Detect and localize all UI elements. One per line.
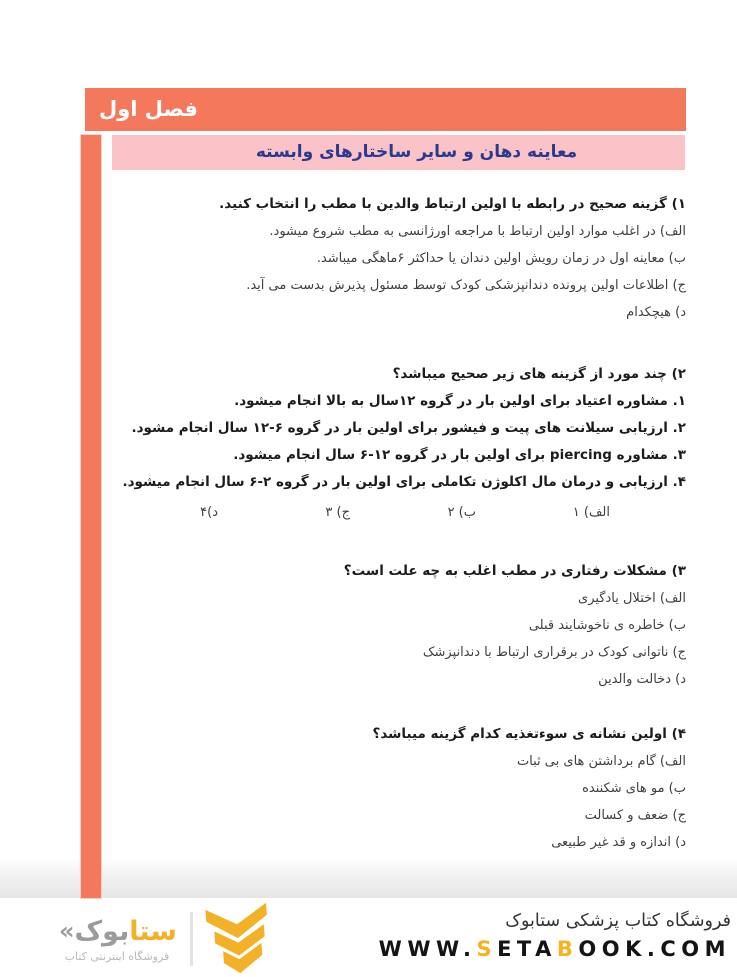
brand-wordmark-start: ستا [129,915,177,947]
chapter-label: فصل اول [99,97,198,121]
guillemet-icon: « [59,916,75,945]
url-part-highlight: B [556,937,579,961]
question-option: د) اندازه و قد غیر طبیعی [551,835,686,850]
question-statement: ۳. مشاوره piercing برای اولین بار در گروه ۱۲-۶ سال انجام میشود. [233,447,686,463]
question-2 [110,361,686,526]
question-option: د) دخالت والدین [598,672,686,687]
question-option: ج) اطلاعات اولین پرونده دندانپزشکی کودک توسط مسئول پذیرش بدست می آید. [246,278,686,293]
url-part: WWW. [378,937,477,961]
section-title-banner [112,135,685,170]
question-stem: ۳) مشکلات رفتاری در مطب اغلب به چه علت است؟ [343,563,686,579]
question-option: ب) مو های شکننده [582,781,686,796]
section-title: معاینه دهان و سایر ساختارهای وابسته [255,142,578,162]
chevron-emblem-icon [204,903,272,975]
question-option: الف) اختلال یادگیری [578,591,686,606]
brand-logo [57,903,272,975]
question-statement: ۲. ارزیابی سیلانت های پیت و فیشور برای اولین بار در گروه ۶-۱۲ سال انجام مشود. [131,420,686,436]
brand-tagline: فروشگاه اینترنتی کتاب [64,949,170,963]
question-option: ج) ناتوانی کودک در برقراری ارتباط با دندانپزشک [422,645,686,660]
question-stem: ۲) چند مورد از گزینه های زیر صحیح میباشد؟ [392,366,686,382]
inline-option: د)۴ [200,505,218,520]
inline-option: الف) ۱ [572,505,610,520]
store-name: فروشگاه کتاب پزشکی ستابوک [505,911,731,931]
url-part: ETA [497,937,557,961]
question-3 [110,558,686,693]
question-4 [110,721,686,856]
store-info [379,908,731,961]
url-part: OOK.COM [578,937,731,961]
inline-option: ب) ۲ [447,505,476,520]
question-statement: ۴. ارزیابی و درمان مال اکلوژن تکاملی برای اولین بار در گروه ۲-۶ سال انجام میشود. [122,474,686,490]
question-option: ب) معاینه اول در زمان رویش اولین دندان یا حداکثر ۶ماهگی میباشد. [316,251,686,266]
question-1 [110,191,686,326]
page-bottom-shadow [0,858,737,898]
brand-wordmark-block [57,916,177,963]
question-stem: ۱) گزینه صحیح در رابطه با اولین ارتباط والدین با مطب را انتخاب کنید. [219,196,686,212]
inline-option: ج) ۳ [325,505,350,520]
side-accent-strip [81,135,101,898]
brand-wordmark [57,916,177,947]
brand-wordmark-end: بوک [74,915,130,947]
question-option: ج) ضعف و کسالت [584,808,686,823]
question-option: الف) گام برداشتن های بی ثبات [516,754,686,769]
website-url [379,937,731,961]
chapter-header-bar [85,88,686,131]
question-option: الف) در اغلب موارد اولین ارتباط با مراجعه اورژانسی به مطب شروع میشود. [269,224,686,239]
question-statement: ۱. مشاوره اعتیاد برای اولین بار در گروه ۱۲سال به بالا انجام میشود. [234,393,686,409]
question-stem: ۴) اولین نشانه ی سوءتغذیه کدام گزینه میباشد؟ [372,726,686,742]
logo-divider [190,912,193,966]
inline-options-row [110,499,686,526]
url-part-highlight: S [476,937,498,961]
question-option: ب) خاطره ی ناخوشایند قبلی [528,618,686,633]
question-option: د) هیچکدام [626,305,686,320]
